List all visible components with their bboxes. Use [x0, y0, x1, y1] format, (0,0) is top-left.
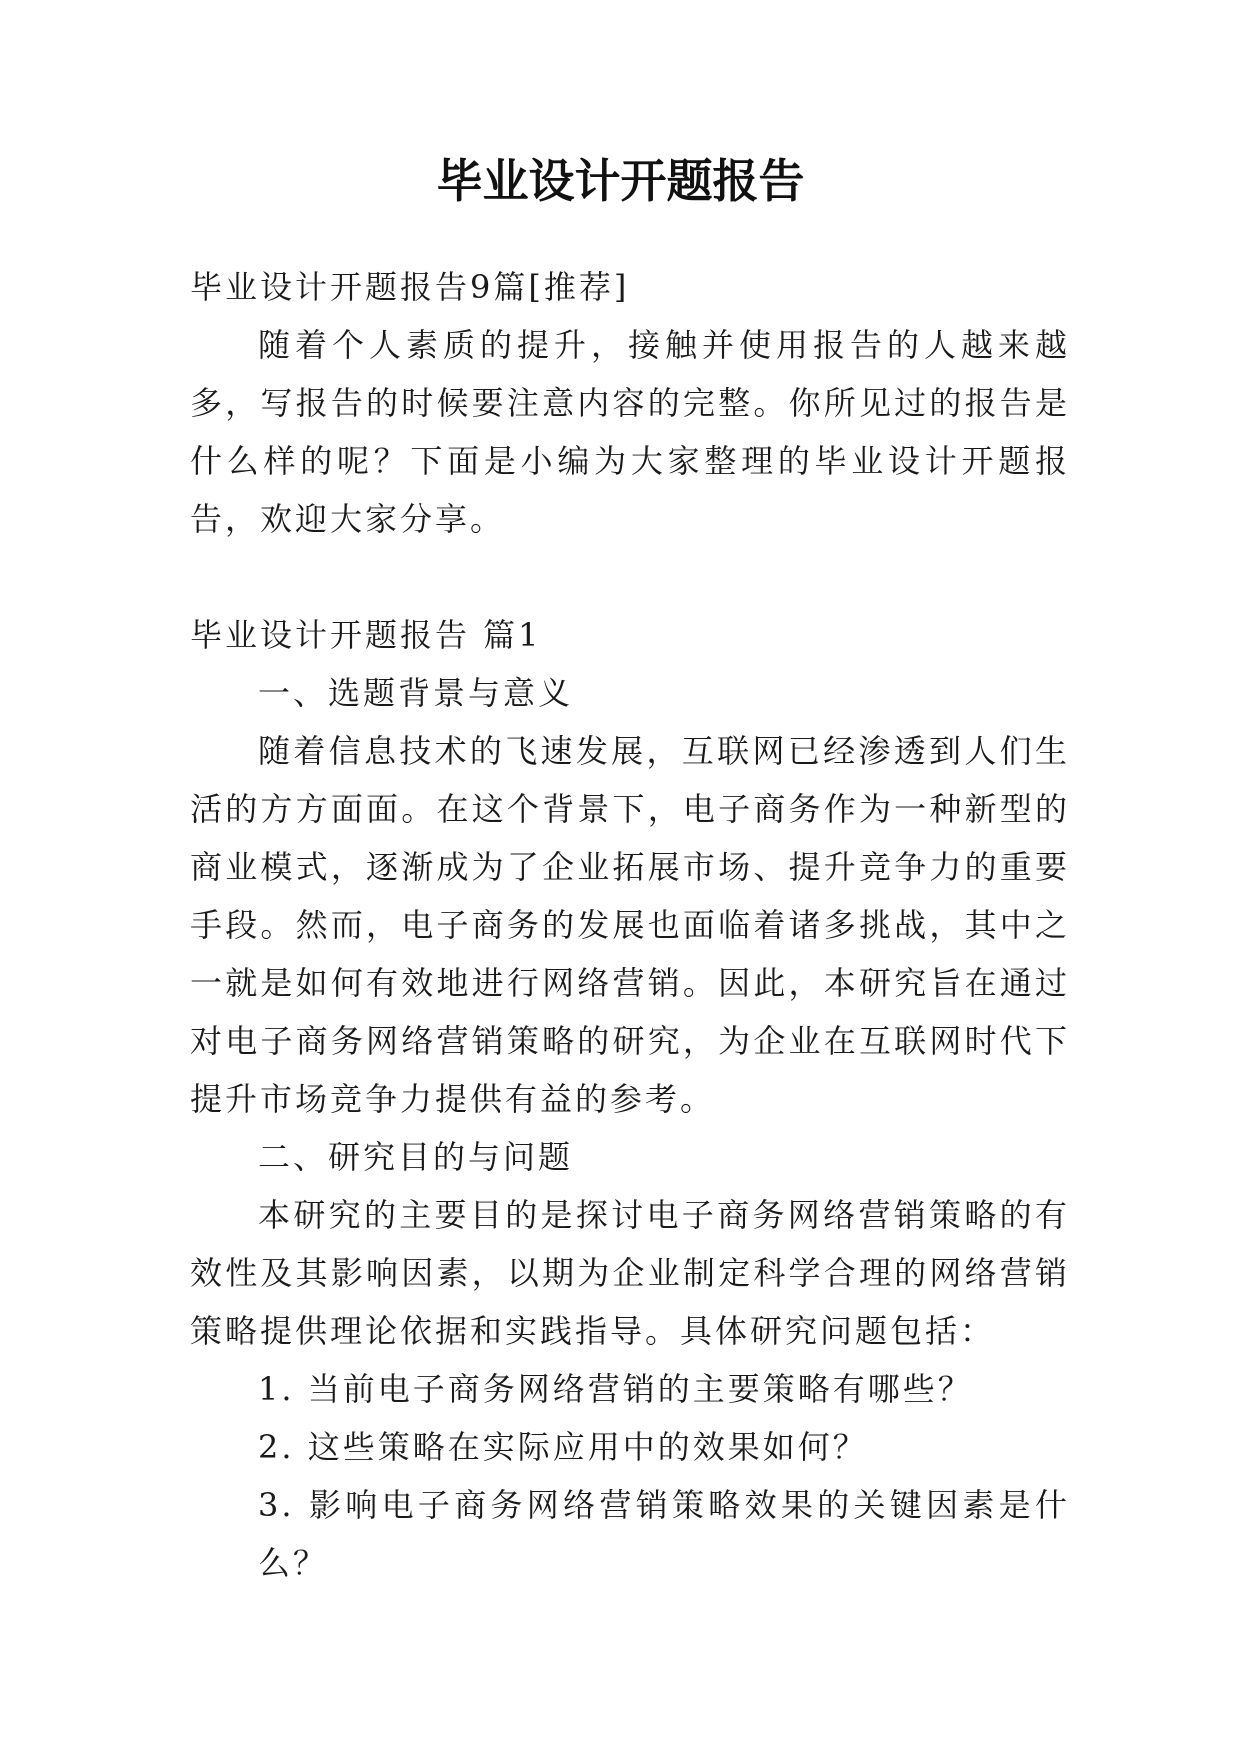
research-question-item: 1. 当前电子商务网络营销的主要策略有哪些？	[258, 1370, 973, 1408]
document-subtitle: 毕业设计开题报告9篇[推荐]	[190, 268, 630, 306]
background-paragraph: 随着信息技术的飞速发展，互联网已经渗透到人们生活的方方面面。在这个背景下，电子商务作为一种新型的商业模式，逐渐成为了企业拓展市场、提升竞争力的重要手段。然而，电子商务的发展也面临着诸多挑战，其中之一就是如何有效地进行网络营销。因此，本研究旨在通过对电子商务网络营销策略的研究，为企业在互联网时代下提升市场竞争力提供有益的参考。	[190, 732, 1070, 1118]
section-heading-purpose: 二、研究目的与问题	[258, 1138, 574, 1176]
document-body	[190, 258, 1070, 1592]
section-title: 毕业设计开题报告 篇1	[190, 616, 542, 654]
research-question-item: 2. 这些策略在实际应用中的效果如何？	[258, 1428, 868, 1466]
research-question-item: 3. 影响电子商务网络营销策略效果的关键因素是什么？	[258, 1486, 1070, 1582]
intro-paragraph: 随着个人素质的提升，接触并使用报告的人越来越多，写报告的时候要注意内容的完整。你所见过的报告是什么样的呢？下面是小编为大家整理的毕业设计开题报告，欢迎大家分享。	[190, 326, 1070, 538]
document-title: 毕业设计开题报告	[436, 154, 805, 208]
section-heading-background: 一、选题背景与意义	[258, 674, 574, 712]
purpose-paragraph: 本研究的主要目的是探讨电子商务网络营销策略的有效性及其影响因素，以期为企业制定科学合理的网络营销策略提供理论依据和实践指导。具体研究问题包括：	[190, 1196, 1070, 1350]
